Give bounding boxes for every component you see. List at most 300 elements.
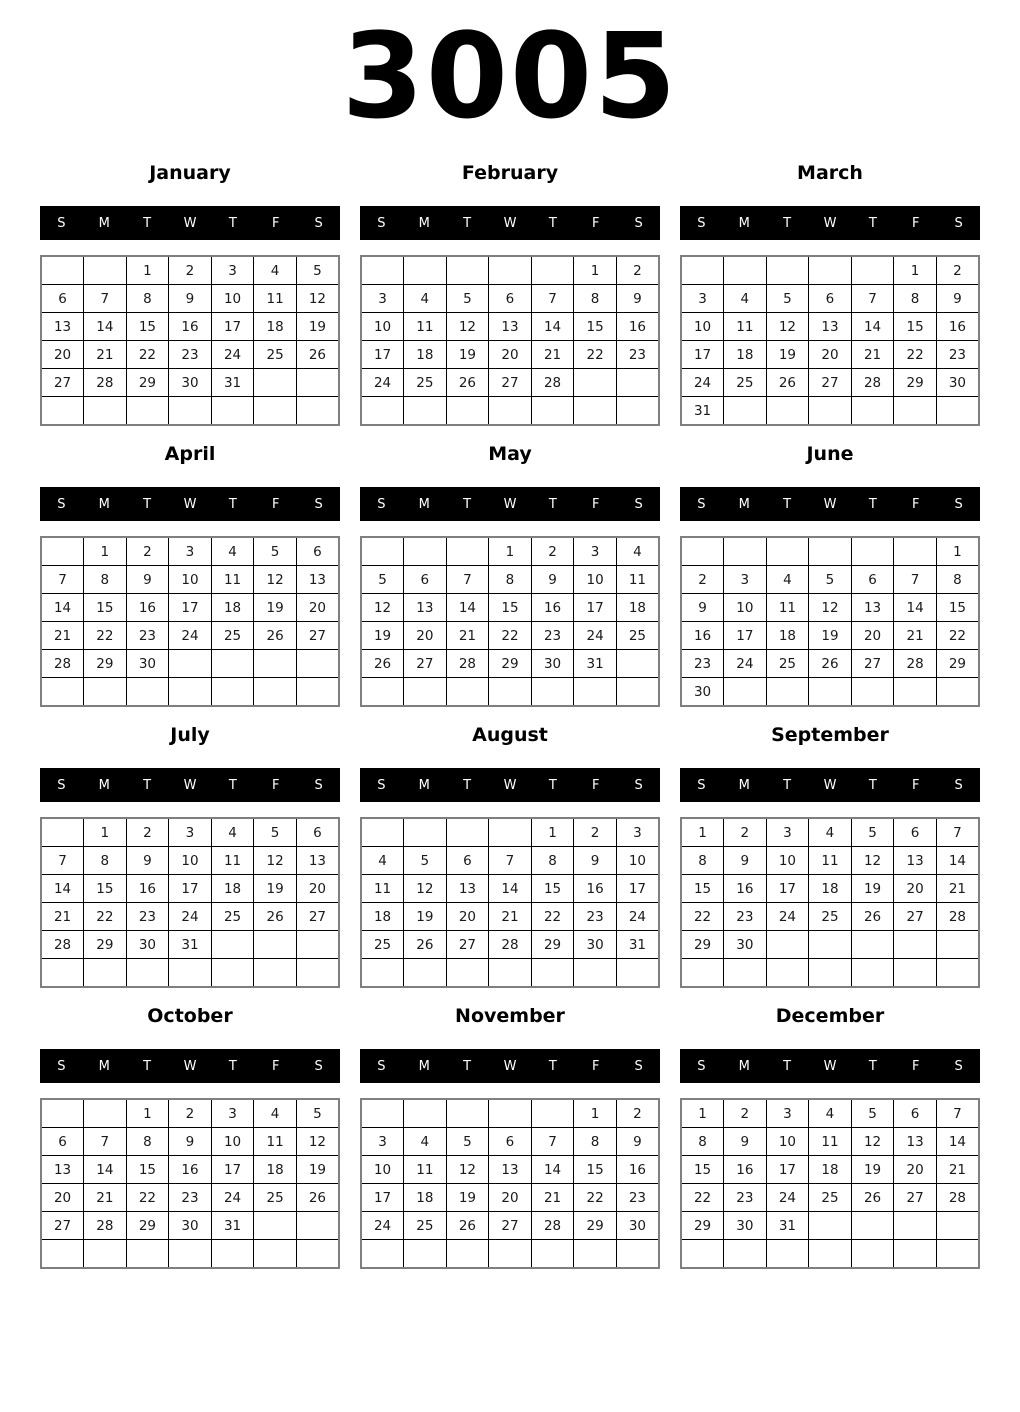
day-cell: 9 xyxy=(681,594,724,622)
day-cell xyxy=(296,678,339,707)
day-cell: 5 xyxy=(361,566,404,594)
day-cell xyxy=(126,678,169,707)
day-header-cell: M xyxy=(98,1058,110,1074)
day-cell: 14 xyxy=(446,594,489,622)
day-header-cell: M xyxy=(418,777,430,793)
day-header-cell: T xyxy=(228,1058,237,1074)
day-header-cell: S xyxy=(57,496,66,512)
day-cell: 28 xyxy=(936,1184,979,1212)
day-header-bar xyxy=(40,206,340,240)
day-cell: 6 xyxy=(41,285,84,313)
week-row xyxy=(41,537,339,566)
month-name: March xyxy=(797,162,863,184)
day-header-cell: T xyxy=(228,777,237,793)
day-cell: 7 xyxy=(936,818,979,847)
day-cell: 7 xyxy=(489,847,532,875)
day-cell: 23 xyxy=(616,1184,659,1212)
day-header-cell: S xyxy=(377,496,386,512)
day-cell: 19 xyxy=(404,903,447,931)
week-row xyxy=(361,875,659,903)
week-row xyxy=(361,1128,659,1156)
day-cell: 13 xyxy=(404,594,447,622)
day-cell: 3 xyxy=(574,537,617,566)
day-cell: 15 xyxy=(126,313,169,341)
day-cell: 13 xyxy=(41,313,84,341)
day-cell: 17 xyxy=(361,341,404,369)
day-cell: 3 xyxy=(616,818,659,847)
day-cell: 30 xyxy=(126,931,169,959)
day-cell: 4 xyxy=(809,1099,852,1128)
day-header-bar xyxy=(680,487,980,521)
day-cell xyxy=(361,959,404,988)
day-cell: 30 xyxy=(169,1212,212,1240)
day-cell xyxy=(574,959,617,988)
month-name: August xyxy=(472,724,548,746)
day-cell xyxy=(41,256,84,285)
week-row xyxy=(361,650,659,678)
day-header-cell: M xyxy=(98,215,110,231)
day-header-cell: S xyxy=(634,1058,643,1074)
day-cell: 15 xyxy=(574,313,617,341)
week-row xyxy=(681,931,979,959)
day-cell: 10 xyxy=(211,1128,254,1156)
day-cell xyxy=(681,1240,724,1269)
day-cell: 2 xyxy=(724,1099,767,1128)
day-cell xyxy=(296,1212,339,1240)
day-cell: 30 xyxy=(936,369,979,397)
day-cell: 12 xyxy=(446,313,489,341)
day-cell: 22 xyxy=(681,903,724,931)
day-cell: 30 xyxy=(681,678,724,707)
day-cell: 20 xyxy=(41,1184,84,1212)
day-cell: 18 xyxy=(211,875,254,903)
day-header-cell: T xyxy=(868,777,877,793)
day-cell xyxy=(489,256,532,285)
day-cell: 1 xyxy=(84,537,127,566)
day-cell: 12 xyxy=(296,1128,339,1156)
day-cell xyxy=(296,650,339,678)
week-row xyxy=(41,313,339,341)
day-cell: 10 xyxy=(169,566,212,594)
day-cell: 14 xyxy=(936,1128,979,1156)
day-header-bar xyxy=(40,1049,340,1083)
week-row xyxy=(681,847,979,875)
day-cell: 1 xyxy=(574,1099,617,1128)
month-name: June xyxy=(806,443,854,465)
calendar-table xyxy=(680,817,980,988)
day-header-cell: F xyxy=(271,777,280,793)
day-cell xyxy=(894,931,937,959)
day-cell: 16 xyxy=(531,594,574,622)
day-header-bar xyxy=(680,768,980,802)
day-cell: 29 xyxy=(894,369,937,397)
calendar-table xyxy=(360,536,660,707)
day-cell: 10 xyxy=(681,313,724,341)
day-cell: 25 xyxy=(254,1184,297,1212)
day-cell: 27 xyxy=(41,369,84,397)
day-cell: 5 xyxy=(296,1099,339,1128)
day-header-cell: T xyxy=(143,1058,152,1074)
day-cell: 13 xyxy=(894,847,937,875)
day-cell: 12 xyxy=(404,875,447,903)
day-cell xyxy=(616,959,659,988)
day-cell: 5 xyxy=(296,256,339,285)
day-cell: 22 xyxy=(574,1184,617,1212)
day-cell: 28 xyxy=(84,369,127,397)
calendar-table xyxy=(40,817,340,988)
day-cell xyxy=(894,397,937,426)
day-cell: 11 xyxy=(809,847,852,875)
week-row xyxy=(41,959,339,988)
day-cell: 6 xyxy=(489,285,532,313)
month-name: May xyxy=(488,443,532,465)
day-cell: 6 xyxy=(809,285,852,313)
day-cell: 30 xyxy=(616,1212,659,1240)
day-cell: 3 xyxy=(724,566,767,594)
day-cell xyxy=(446,818,489,847)
day-cell: 10 xyxy=(724,594,767,622)
day-cell xyxy=(851,1240,894,1269)
day-cell: 19 xyxy=(446,1184,489,1212)
day-cell: 26 xyxy=(361,650,404,678)
day-cell: 13 xyxy=(894,1128,937,1156)
day-header-cell: F xyxy=(591,496,600,512)
day-cell: 15 xyxy=(84,594,127,622)
day-cell: 27 xyxy=(894,903,937,931)
day-cell xyxy=(446,1240,489,1269)
day-cell: 24 xyxy=(169,622,212,650)
day-cell: 26 xyxy=(296,341,339,369)
day-cell xyxy=(531,1240,574,1269)
day-cell: 1 xyxy=(126,256,169,285)
day-cell xyxy=(126,397,169,426)
week-row xyxy=(681,1184,979,1212)
day-cell: 14 xyxy=(84,313,127,341)
day-cell xyxy=(851,397,894,426)
day-header-cell: W xyxy=(503,777,517,793)
day-cell: 3 xyxy=(169,818,212,847)
day-header-bar xyxy=(360,768,660,802)
day-cell: 8 xyxy=(894,285,937,313)
day-cell: 20 xyxy=(296,594,339,622)
week-row xyxy=(681,678,979,707)
day-cell: 23 xyxy=(936,341,979,369)
day-cell xyxy=(766,256,809,285)
day-cell: 12 xyxy=(361,594,404,622)
day-cell: 24 xyxy=(211,1184,254,1212)
day-cell: 23 xyxy=(169,341,212,369)
day-header-bar xyxy=(40,487,340,521)
day-cell: 29 xyxy=(126,1212,169,1240)
day-cell xyxy=(766,1240,809,1269)
day-cell: 6 xyxy=(296,537,339,566)
day-cell xyxy=(809,959,852,988)
day-header-cell: S xyxy=(377,1058,386,1074)
day-cell: 25 xyxy=(809,1184,852,1212)
calendar-table xyxy=(40,1098,340,1269)
day-cell xyxy=(851,256,894,285)
day-cell xyxy=(616,678,659,707)
day-cell: 15 xyxy=(936,594,979,622)
day-cell: 3 xyxy=(766,1099,809,1128)
day-header-cell: S xyxy=(697,215,706,231)
day-cell xyxy=(169,650,212,678)
day-cell: 8 xyxy=(574,285,617,313)
day-cell xyxy=(851,931,894,959)
day-cell: 21 xyxy=(446,622,489,650)
day-cell xyxy=(936,1240,979,1269)
day-cell xyxy=(851,959,894,988)
day-cell: 7 xyxy=(936,1099,979,1128)
day-cell: 9 xyxy=(616,1128,659,1156)
day-cell: 12 xyxy=(296,285,339,313)
month-block xyxy=(40,443,340,707)
day-header-cell: M xyxy=(418,215,430,231)
day-cell: 22 xyxy=(894,341,937,369)
day-header-bar xyxy=(40,768,340,802)
day-cell: 24 xyxy=(616,903,659,931)
day-cell: 27 xyxy=(296,622,339,650)
day-cell xyxy=(574,397,617,426)
day-cell xyxy=(211,931,254,959)
day-cell: 6 xyxy=(894,818,937,847)
day-cell: 20 xyxy=(809,341,852,369)
day-cell: 9 xyxy=(169,285,212,313)
calendar-table xyxy=(680,536,980,707)
day-header-cell: T xyxy=(463,777,472,793)
day-cell xyxy=(894,1240,937,1269)
day-cell: 27 xyxy=(489,1212,532,1240)
week-row xyxy=(361,903,659,931)
day-cell: 18 xyxy=(809,875,852,903)
day-cell: 28 xyxy=(531,369,574,397)
day-cell xyxy=(296,1240,339,1269)
day-cell: 27 xyxy=(446,931,489,959)
day-cell: 13 xyxy=(446,875,489,903)
day-cell xyxy=(809,678,852,707)
day-cell: 12 xyxy=(851,1128,894,1156)
week-row xyxy=(361,1099,659,1128)
day-cell: 12 xyxy=(254,566,297,594)
day-cell: 16 xyxy=(724,875,767,903)
day-cell: 17 xyxy=(766,875,809,903)
day-header-cell: F xyxy=(911,215,920,231)
day-header-cell: T xyxy=(143,496,152,512)
day-cell: 19 xyxy=(809,622,852,650)
day-cell: 22 xyxy=(936,622,979,650)
day-cell: 31 xyxy=(574,650,617,678)
day-cell xyxy=(446,959,489,988)
day-header-cell: S xyxy=(954,215,963,231)
day-cell: 1 xyxy=(681,1099,724,1128)
day-header-cell: W xyxy=(823,1058,837,1074)
day-cell: 7 xyxy=(41,566,84,594)
week-row xyxy=(41,1128,339,1156)
day-cell: 1 xyxy=(126,1099,169,1128)
day-cell: 24 xyxy=(766,903,809,931)
day-cell xyxy=(404,256,447,285)
day-cell: 25 xyxy=(724,369,767,397)
day-cell xyxy=(446,678,489,707)
day-header-cell: S xyxy=(697,496,706,512)
day-cell: 17 xyxy=(211,313,254,341)
day-cell: 25 xyxy=(254,341,297,369)
day-cell: 23 xyxy=(681,650,724,678)
day-cell: 14 xyxy=(531,1156,574,1184)
day-cell: 13 xyxy=(489,1156,532,1184)
day-cell: 16 xyxy=(126,875,169,903)
week-row xyxy=(361,931,659,959)
day-header-cell: T xyxy=(868,215,877,231)
day-cell: 8 xyxy=(681,847,724,875)
day-cell: 4 xyxy=(254,1099,297,1128)
day-cell xyxy=(254,931,297,959)
day-cell xyxy=(404,818,447,847)
day-cell: 28 xyxy=(531,1212,574,1240)
day-cell xyxy=(489,397,532,426)
day-cell: 29 xyxy=(84,650,127,678)
week-row xyxy=(361,397,659,426)
day-cell: 26 xyxy=(446,1212,489,1240)
day-cell xyxy=(254,650,297,678)
day-header-cell: S xyxy=(697,1058,706,1074)
day-cell: 20 xyxy=(894,1156,937,1184)
day-cell xyxy=(809,1212,852,1240)
day-header-cell: T xyxy=(463,215,472,231)
day-header-cell: S xyxy=(634,777,643,793)
day-cell: 26 xyxy=(446,369,489,397)
month-block xyxy=(680,1005,980,1269)
week-row xyxy=(681,1212,979,1240)
month-block xyxy=(40,724,340,988)
day-cell: 1 xyxy=(681,818,724,847)
day-header-cell: M xyxy=(98,777,110,793)
day-cell xyxy=(84,959,127,988)
day-cell: 29 xyxy=(84,931,127,959)
day-cell: 22 xyxy=(84,622,127,650)
day-cell: 13 xyxy=(809,313,852,341)
day-cell: 11 xyxy=(766,594,809,622)
day-cell: 27 xyxy=(894,1184,937,1212)
day-header-bar xyxy=(680,206,980,240)
day-cell: 11 xyxy=(404,1156,447,1184)
week-row xyxy=(41,622,339,650)
calendar-table xyxy=(680,1098,980,1269)
day-cell: 24 xyxy=(681,369,724,397)
day-cell xyxy=(446,397,489,426)
day-header-cell: W xyxy=(183,1058,197,1074)
day-header-cell: W xyxy=(823,777,837,793)
day-cell: 26 xyxy=(766,369,809,397)
day-cell: 1 xyxy=(531,818,574,847)
day-header-cell: S xyxy=(954,1058,963,1074)
day-cell: 5 xyxy=(766,285,809,313)
day-cell: 22 xyxy=(531,903,574,931)
day-cell xyxy=(574,1240,617,1269)
day-cell xyxy=(296,959,339,988)
day-cell: 28 xyxy=(894,650,937,678)
day-cell: 4 xyxy=(766,566,809,594)
day-cell xyxy=(616,650,659,678)
day-cell: 10 xyxy=(211,285,254,313)
day-cell: 22 xyxy=(126,341,169,369)
day-header-cell: T xyxy=(548,1058,557,1074)
day-cell: 11 xyxy=(254,285,297,313)
day-cell: 29 xyxy=(531,931,574,959)
day-cell xyxy=(766,931,809,959)
day-cell xyxy=(681,959,724,988)
week-row xyxy=(681,622,979,650)
week-row xyxy=(361,285,659,313)
day-cell xyxy=(809,931,852,959)
day-cell: 9 xyxy=(724,847,767,875)
day-header-cell: T xyxy=(463,496,472,512)
day-cell: 19 xyxy=(446,341,489,369)
day-cell: 14 xyxy=(489,875,532,903)
day-cell: 9 xyxy=(574,847,617,875)
day-cell xyxy=(84,1240,127,1269)
day-cell: 22 xyxy=(126,1184,169,1212)
day-cell: 9 xyxy=(126,566,169,594)
day-cell: 2 xyxy=(126,537,169,566)
day-cell: 5 xyxy=(851,818,894,847)
day-cell: 9 xyxy=(616,285,659,313)
day-cell: 4 xyxy=(361,847,404,875)
day-cell: 12 xyxy=(851,847,894,875)
day-header-cell: W xyxy=(503,1058,517,1074)
day-cell: 20 xyxy=(296,875,339,903)
day-cell: 2 xyxy=(574,818,617,847)
day-cell xyxy=(489,818,532,847)
day-header-cell: S xyxy=(314,215,323,231)
day-cell: 16 xyxy=(169,313,212,341)
day-cell xyxy=(531,1099,574,1128)
day-cell xyxy=(404,1240,447,1269)
day-header-cell: M xyxy=(738,1058,750,1074)
day-cell: 6 xyxy=(489,1128,532,1156)
day-cell: 16 xyxy=(681,622,724,650)
day-cell: 16 xyxy=(126,594,169,622)
day-header-cell: W xyxy=(183,215,197,231)
day-cell xyxy=(616,369,659,397)
day-cell: 5 xyxy=(254,818,297,847)
day-cell: 29 xyxy=(681,1212,724,1240)
day-cell: 4 xyxy=(211,818,254,847)
day-cell xyxy=(681,256,724,285)
week-row xyxy=(41,875,339,903)
day-cell: 20 xyxy=(894,875,937,903)
day-cell: 21 xyxy=(41,622,84,650)
week-row xyxy=(41,650,339,678)
day-cell: 3 xyxy=(766,818,809,847)
day-cell xyxy=(361,256,404,285)
day-cell: 7 xyxy=(84,285,127,313)
week-row xyxy=(41,1212,339,1240)
week-row xyxy=(681,369,979,397)
day-cell: 22 xyxy=(489,622,532,650)
day-cell: 25 xyxy=(404,1212,447,1240)
day-cell xyxy=(296,369,339,397)
day-cell xyxy=(254,959,297,988)
day-cell: 25 xyxy=(361,931,404,959)
week-row xyxy=(361,256,659,285)
day-cell xyxy=(211,397,254,426)
day-cell: 29 xyxy=(574,1212,617,1240)
day-cell: 4 xyxy=(211,537,254,566)
day-header-cell: T xyxy=(548,777,557,793)
day-cell: 17 xyxy=(616,875,659,903)
day-cell: 3 xyxy=(169,537,212,566)
